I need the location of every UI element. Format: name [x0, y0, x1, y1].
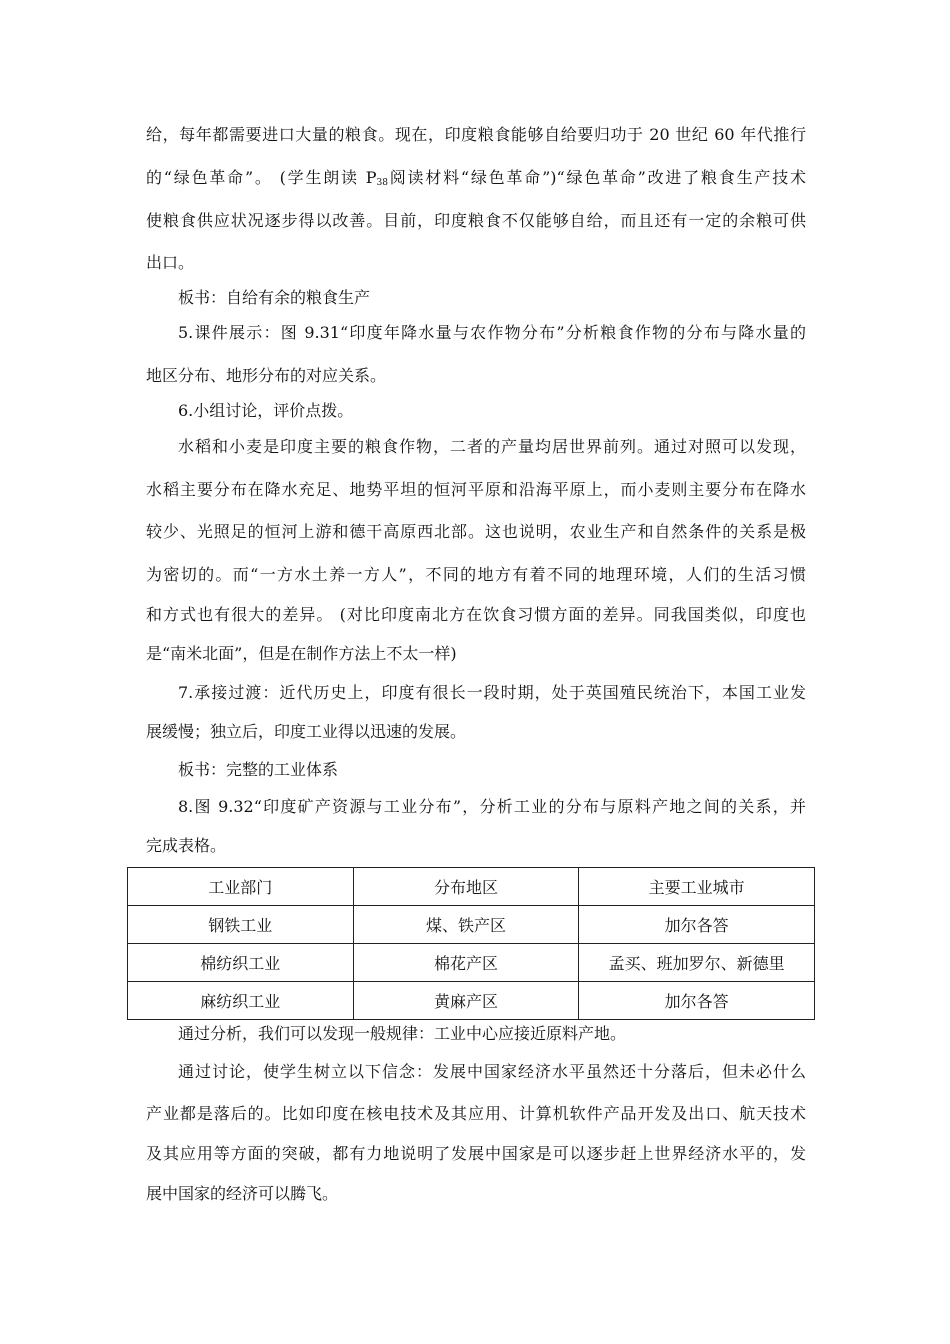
paragraph-line: 给，每年都需要进口大量的粮食。现在，印度粮食能够自给要归功于 20 世纪 60 年代推行 [146, 125, 806, 144]
table-row [128, 982, 815, 1020]
paragraph-line: 5.课件展示：图 9.31“印度年降水量与农作物分布”分析粮食作物的分布与降水量的 [178, 323, 806, 342]
paragraph-line: 地区分布、地形分布的对应关系。 [146, 366, 387, 385]
paragraph-line: 水稻主要分布在降水充足、地势平坦的恒河平原和沿海平原上，而小麦则主要分布在降水 [146, 480, 806, 499]
paragraph-line: 展中国家的经济可以腾飞。 [146, 1184, 339, 1203]
table-header-cell: 分布地区 [353, 868, 579, 906]
table-cell: 麻纺织工业 [128, 982, 354, 1020]
paragraph-line: 为密切的。而“一方水土养一方人”，不同的地方有着不同的地理环境，人们的生活习惯 [146, 565, 806, 584]
table-header-row [128, 868, 815, 906]
paragraph-line: 通过讨论，使学生树立以下信念：发展中国家经济水平虽然还十分落后，但未必什么 [178, 1062, 806, 1081]
paragraph-line: 和方式也有很大的差异。 (对比印度南北方在饮食习惯方面的差异。同我国类似，印度也 [146, 605, 806, 624]
paragraph-line [146, 168, 806, 193]
paragraph-line: 8.图 9.32“印度矿产资源与工业分布”，分析工业的分布与原料产地之间的关系，并 [178, 797, 806, 816]
paragraph-line: 水稻和小麦是印度主要的粮食作物，二者的产量均居世界前列。通过对照可以发现， [178, 437, 806, 456]
table-header-cell: 工业部门 [128, 868, 354, 906]
paragraph-line: 使粮食供应状况逐步得以改善。目前，印度粮食不仅能够自给，而且还有一定的余粮可供 [146, 211, 806, 230]
paragraph-line: 出口。 [146, 253, 195, 272]
paragraph-line: 完成表格。 [146, 836, 227, 855]
paragraph-line: 展缓慢；独立后，印度工业得以迅速的发展。 [146, 722, 467, 741]
table-cell: 孟买、班加罗尔、新德里 [579, 944, 815, 982]
paragraph-line: 6.小组讨论，评价点拨。 [178, 401, 354, 420]
paragraph-line: 通过分析，我们可以发现一般规律：工业中心应接近原料产地。 [178, 1024, 627, 1043]
table-cell: 煤、铁产区 [353, 906, 579, 944]
paragraph-line: 7.承接过渡：近代历史上，印度有很长一段时期，处于英国殖民统治下，本国工业发 [178, 683, 806, 702]
table-cell: 加尔各答 [579, 906, 815, 944]
table-cell: 加尔各答 [579, 982, 815, 1020]
text-span: 阅读材料“绿色革命”)“绿色革命”改进了粮食生产技术 [387, 168, 806, 187]
board-note: 板书：完整的工业体系 [178, 760, 339, 779]
table-cell: 棉花产区 [353, 944, 579, 982]
table-header-cell: 主要工业城市 [579, 868, 815, 906]
table-row [128, 944, 815, 982]
paragraph-line: 较少、光照足的恒河上游和德干高原西北部。这也说明，农业生产和自然条件的关系是极 [146, 522, 806, 541]
page-subscript: 38 [376, 178, 388, 188]
table-cell: 棉纺织工业 [128, 944, 354, 982]
text-span: 的“绿色革命”。 (学生朗读 P [146, 168, 377, 187]
table-cell: 钢铁工业 [128, 906, 354, 944]
paragraph-line: 是“南米北面”，但是在制作方法上不太一样) [146, 644, 457, 663]
board-note: 板书：自给有余的粮食生产 [178, 288, 371, 307]
table-cell: 黄麻产区 [353, 982, 579, 1020]
paragraph-line: 及其应用等方面的突破，都有力地说明了发展中国家是可以逐步赶上世界经济水平的，发 [146, 1144, 806, 1163]
industry-table [127, 867, 815, 1020]
paragraph-line: 产业都是落后的。比如印度在核电技术及其应用、计算机软件产品开发及出口、航天技术 [146, 1104, 806, 1123]
table-row [128, 906, 815, 944]
